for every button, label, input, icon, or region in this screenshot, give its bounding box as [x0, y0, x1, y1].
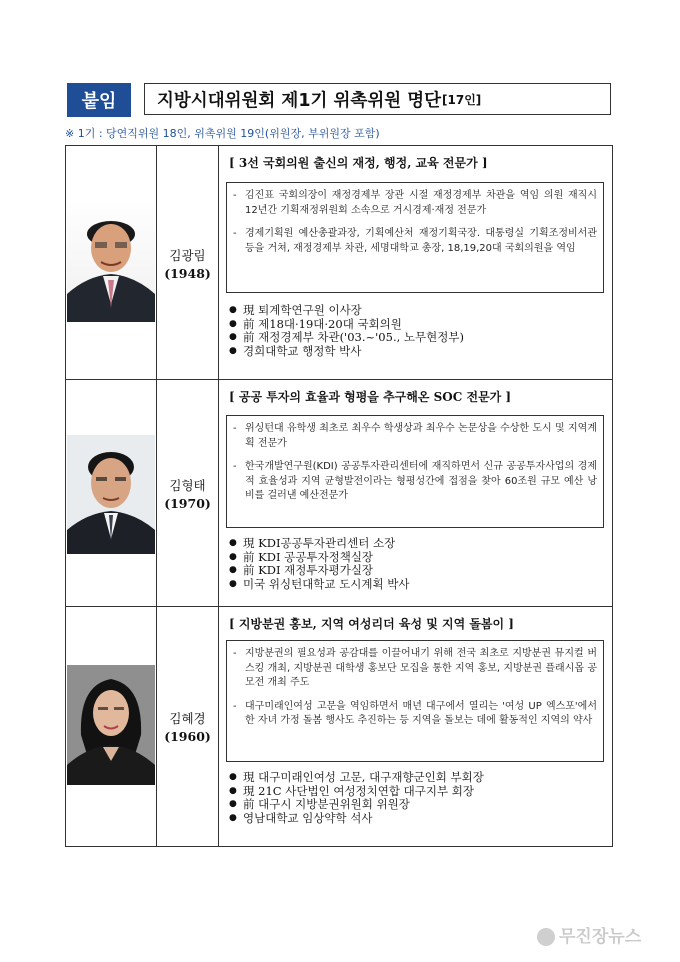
credential-item: ● 前 제18대·19대·20대 국회의원: [229, 316, 402, 331]
member-heading: [ 공공 투자의 효율과 형평을 추구해온 SOC 전문가 ]: [229, 390, 512, 404]
attachment-badge: 붙임: [67, 83, 131, 117]
career-box: [226, 415, 604, 528]
document-title-box: [144, 83, 611, 115]
member-row-1: [66, 146, 612, 380]
career-item: - 지방분권의 필요성과 공감대를 이끌어내기 위해 전국 최초로 지방분권 뮤지컬 버스킹 개최, 지방분권 대학생 홍보단 모집을 통한 지역 홍보, 지방분권 플래시몹 공모전 개최 주도: [233, 648, 597, 688]
profile-cell: [219, 607, 612, 846]
career-item: - 경제기획원 예산총괄과장, 기획예산처 재정기획국장. 대통령실 기획조정비서관 등을 거쳐, 재정경제부 차관, 세명대학교 총장, 18,19,20대 국회의원을 역임: [233, 228, 597, 254]
name-cell: [157, 380, 219, 607]
document-header: [67, 83, 613, 117]
watermark-logo-icon: [537, 928, 555, 946]
name-cell: [157, 146, 219, 380]
name-cell: [157, 607, 219, 846]
member-heading: [ 3선 국회의원 출신의 재정, 행정, 교육 전문가 ]: [229, 156, 488, 170]
member-row-2: [66, 379, 612, 607]
credential-item: ● 前 KDI 재정투자평가실장: [229, 563, 374, 577]
career-box: [226, 182, 604, 293]
news-watermark: [537, 922, 641, 947]
profile-cell: [219, 380, 612, 607]
career-item: - 한국개발연구원(KDI) 공공투자관리센터에 재직하면서 신규 공공투자사업의 경제적 효율성과 지역 균형발전이라는 형평성간에 접점을 찾아 60조원 규모 예산 낭비를 걸러낸 예산전문가: [233, 461, 597, 501]
credential-item: ● 現 KDI공공투자관리센터 소장: [229, 536, 396, 550]
member-count: [17인]: [442, 92, 482, 107]
career-item: - 위싱턴대 유학생 최초로 최우수 학생상과 최우수 논문상을 수상한 도시 및 지역계획 전문가: [233, 423, 597, 449]
member-table: [65, 145, 613, 847]
credentials-list: [229, 537, 410, 591]
member-birth-year: (1960): [164, 729, 211, 744]
career-item: - 김진표 국회의장이 재정경제부 장관 시절 재정경제부 차관을 역임 의원 재직시 12년간 기획재정위원회 소속으로 거시경제·재정 전문가: [233, 190, 597, 216]
credential-item: ● 現 퇴계학연구원 이사장: [229, 303, 362, 317]
member-row-3: [66, 606, 612, 846]
credential-item: ● 미국 위싱턴대학교 도시계획 박사: [229, 576, 410, 591]
watermark-text: 무진장뉴스: [559, 927, 642, 947]
photo-cell: [66, 380, 157, 607]
credentials-list: [229, 304, 464, 358]
photo-cell: [66, 607, 157, 846]
member-photo: [67, 665, 155, 785]
career-item: - 대구미래인여성 고문을 역임하면서 매년 대구에서 열리는 '여성 UP 엑스포'에서 한 자녀 가정 돌봄 행사도 추진하는 등 지역을 돌보는 데에 활동적인 지역의 약사: [233, 700, 597, 726]
credential-item: ● 영남대학교 임상약학 석사: [229, 810, 373, 825]
document-title: 지방시대위원회 제1기 위촉위원 명단: [157, 90, 442, 111]
member-birth-year: (1948): [164, 265, 211, 281]
member-birth-year: (1970): [164, 496, 211, 511]
term-note: ※ 1기 : 당연직위원 18인, 위촉위원 19인(위원장, 부위원장 포함): [65, 127, 380, 140]
credential-item: ● 前 KDI 공공투자정책실장: [229, 549, 374, 564]
credential-item: ● 경희대학교 행정학 박사: [229, 343, 362, 358]
credential-item: ● 前 재정경제부 차관('03.~'05., 노무현정부): [229, 330, 464, 344]
member-name: 김광림: [169, 247, 206, 263]
member-name: 김혜경: [169, 711, 206, 726]
credential-item: ● 現 대구미래인여성 고문, 대구재향군인회 부회장: [229, 770, 484, 784]
member-photo: [67, 435, 155, 554]
photo-cell: [66, 146, 157, 380]
career-box: [226, 640, 604, 762]
member-photo: [67, 204, 155, 322]
credentials-list: [229, 771, 484, 825]
credential-item: ● 現 21C 사단법인 여성정치연합 대구지부 회장: [229, 783, 474, 798]
credential-item: ● 前 대구시 지방분권위원회 위원장: [229, 797, 410, 811]
profile-cell: [219, 146, 612, 380]
member-heading: [ 지방분권 홍보, 지역 여성리더 육성 및 지역 돌봄이 ]: [229, 617, 514, 631]
member-name: 김형태: [169, 478, 206, 493]
